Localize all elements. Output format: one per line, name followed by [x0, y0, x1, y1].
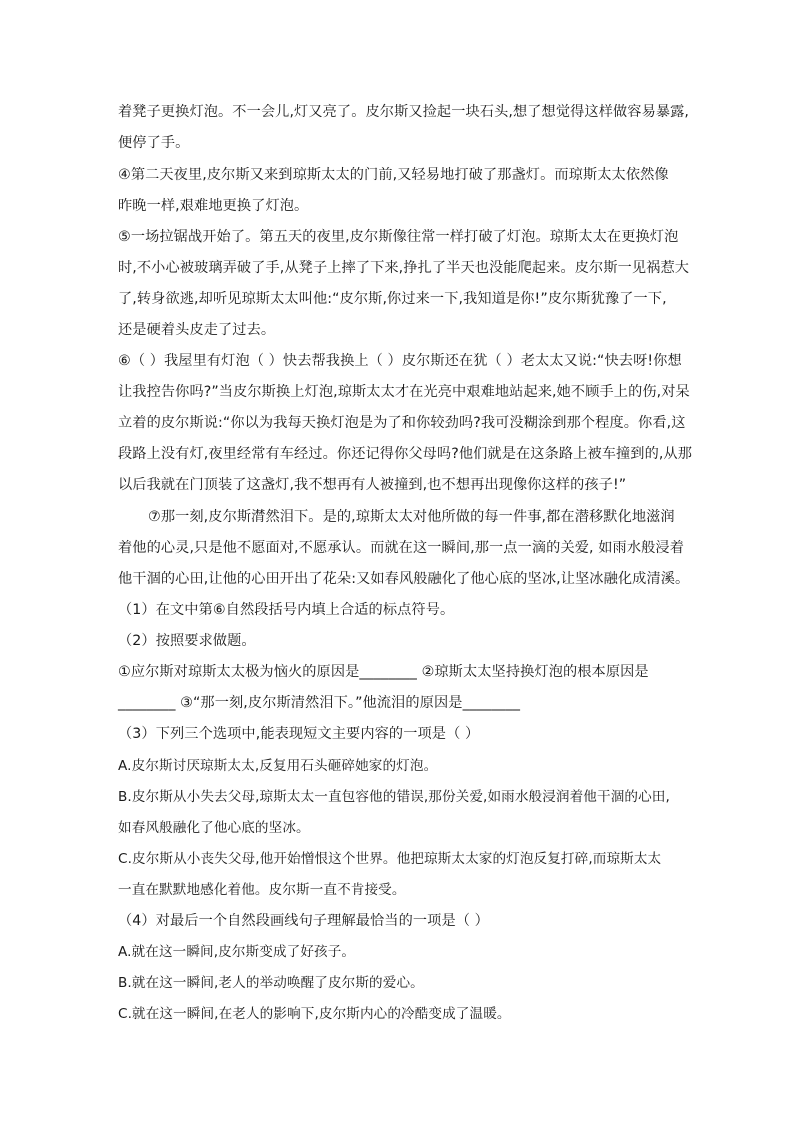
question-2: （2）按照要求做题。 — [118, 633, 256, 649]
option-c: C.就在这一瞬间,在老人的影响下,皮尔斯内心的冷酷变成了温暖。 — [118, 1006, 511, 1022]
text-line: 让我控告你吗?”当皮尔斯换上灯泡,琼斯太太才在光亮中艰难地站起来,她不顾手上的伤,对呆 — [118, 384, 690, 400]
question-1: （1）在文中第⑥自然段括号内填上合适的标点符号。 — [118, 602, 455, 618]
option-b: B.皮尔斯从小失去父母,琼斯太太一直包容他的错误,那份关爱,如雨水般浸润着他干涸的心田, — [118, 789, 670, 805]
option-c: C.皮尔斯从小丧失父母,他开始憎恨这个世界。他把琼斯太太家的灯泡反复打碎,而琼斯太太 — [118, 851, 662, 867]
text-line: 着凳子更换灯泡。不一会儿,灯又亮了。皮尔斯又捡起一块石头,想了想觉得这样做容易暴露, — [118, 104, 690, 120]
paragraph-4-start: ④第二天夜里,皮尔斯又来到琼斯太太的门前,又轻易地打破了那盏灯。而琼斯太太依然像 — [118, 167, 669, 183]
text-line: 以后我就在门顶装了这盏灯,我不想再有人被撞到,也不想再出现像你这样的孩子!” — [118, 477, 627, 493]
text-line: 还是硬着头皮走了过去。 — [118, 322, 276, 338]
text-line: 着他的心灵,只是他不愿面对,不愿承认。而就在这一瞬间,那一点一滴的关爱, 如雨水般浸着 — [118, 540, 684, 556]
text-line: 了,转身欲逃,却听见琼斯太太叫他:“皮尔斯,你过来一下,我知道是你!”皮尔斯犹豫了一下, — [118, 291, 667, 307]
text-line: 一直在默默地感化着他。皮尔斯一直不肯接受。 — [118, 882, 406, 898]
question-3: （3）下列三个选项中,能表现短文主要内容的一项是（ ） — [118, 726, 480, 742]
paragraph-7-start: ⑦那一刻,皮尔斯潸然泪下。是的,琼斯太太对他所做的每一件事,都在潜移默化地滋润 — [148, 509, 675, 525]
question-2-items: ________ ③“那一刻,皮尔斯清然泪下。”他流泪的原因是________ — [118, 695, 521, 711]
text-line: 如春风般融化了他心底的坚冰。 — [118, 820, 310, 836]
text-line: 立着的皮尔斯说:“你以为我每天换灯泡是为了和你较劲吗?我可没糊涂到那个程度。你看,这 — [118, 415, 686, 431]
paragraph-5-start: ⑤一场拉锯战开始了。第五天的夜里,皮尔斯像往常一样打破了灯泡。琼斯太太在更换灯泡 — [118, 229, 679, 245]
question-2-items: ①应尔斯对琼斯太太极为恼火的原因是________ ②琼斯太太坚持换灯泡的根本原因是 — [118, 664, 649, 680]
text-line: 时,不小心被玻璃弄破了手,从凳子上摔了下来,挣扎了半天也没能爬起来。皮尔斯一见祸惹大 — [118, 260, 690, 276]
text-line: 便停了手。 — [118, 135, 190, 151]
question-4: （4）对最后一个自然段画线句子理解最恰当的一项是（ ） — [118, 913, 489, 929]
text-line: 段路上没有灯,夜里经常有车经过。你还记得你父母吗?他们就是在这条路上被车撞到的,从那 — [118, 446, 693, 462]
option-a: A.皮尔斯讨厌琼斯太太,反复用石头砸碎她家的灯泡。 — [118, 758, 438, 774]
text-line: 昨晚一样,艰难地更换了灯泡。 — [118, 198, 309, 214]
text-line: 他干涸的心田,让他的心田开出了花朵:又如春风般融化了他心底的坚冰,让坚冰融化成清溪。 — [118, 571, 690, 587]
paragraph-6-start: ⑥（ ）我屋里有灯泡（ ）快去帮我换上（ ）皮尔斯还在犹（ ）老太太又说:“快去呀!你想 — [118, 353, 682, 369]
option-b: B.就在这一瞬间,老人的举动唤醒了皮尔斯的爱心。 — [118, 975, 424, 991]
option-a: A.就在这一瞬间,皮尔斯变成了好孩子。 — [118, 944, 356, 960]
